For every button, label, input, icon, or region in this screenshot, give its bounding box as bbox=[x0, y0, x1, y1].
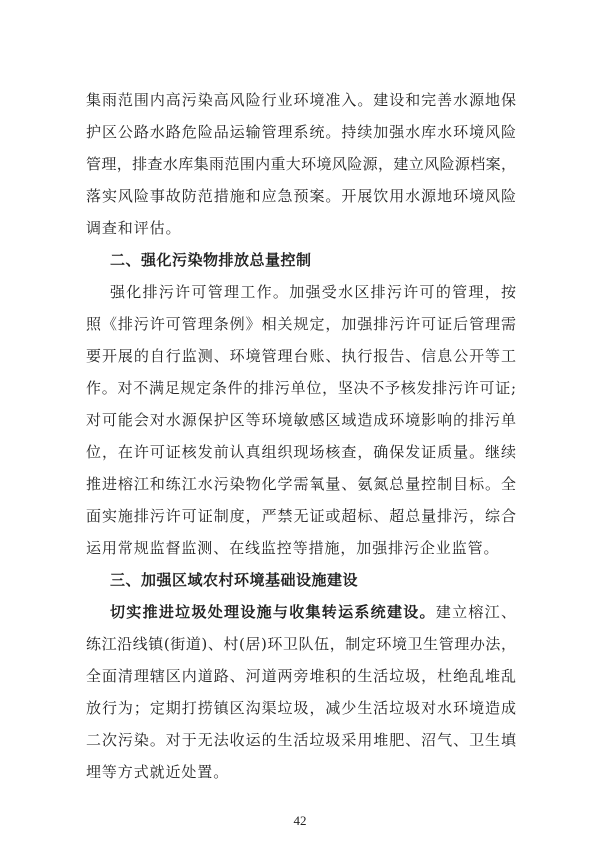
page-number: 42 bbox=[293, 813, 307, 828]
text-line: 强化排污许可管理工作。加强受水区排污许可的管理，按 bbox=[110, 283, 516, 301]
text-line: 二次污染。对于无法收运的生活垃圾采用堆肥、沼气、卫生填 bbox=[86, 731, 516, 749]
text-line: 照《排污许可管理条例》相关规定，加强排污许可证后管理需 bbox=[86, 315, 516, 333]
section-heading-3: 三、加强区域农村环境基础设施建设 bbox=[110, 571, 359, 589]
text-line: 调查和评估。 bbox=[86, 219, 182, 237]
text-line: 对可能会对水源保护区等环境敏感区域造成环境影响的排污单 bbox=[86, 411, 516, 429]
text-line: 全面清理辖区内道路、河道两旁堆积的生活垃圾，杜绝乱堆乱 bbox=[86, 667, 516, 685]
section-heading-2: 二、强化污染物排放总量控制 bbox=[110, 251, 312, 269]
text-line: 练江沿线镇(街道)、村(居)环卫队伍，制定环境卫生管理办法， bbox=[86, 635, 516, 653]
text-line: 作。对不满足规定条件的排污单位，坚决不予核发排污许可证; bbox=[86, 379, 516, 397]
text-line: 运用常规监督监测、在线监控等措施，加强排污企业监管。 bbox=[86, 539, 500, 557]
lead-rest: 建立榕江、 bbox=[435, 603, 516, 621]
text-line: 埋等方式就近处置。 bbox=[86, 763, 230, 781]
text-line bbox=[110, 601, 516, 623]
text-line: 集雨范围内高污染高风险行业环境准入。建设和完善水源地保 bbox=[86, 91, 516, 109]
text-line: 推进榕江和练江水污染物化学需氧量、氨氮总量控制目标。全 bbox=[86, 475, 516, 493]
text-line: 落实风险事故防范措施和应急预案。开展饮用水源地环境风险 bbox=[86, 187, 516, 205]
text-line: 管理，排查水库集雨范围内重大环境风险源，建立风险源档案， bbox=[86, 155, 516, 173]
text-line: 放行为；定期打捞镇区沟渠垃圾，减少生活垃圾对水环境造成 bbox=[86, 699, 516, 717]
text-line: 位，在许可证核发前认真组织现场核查，确保发证质量。继续 bbox=[86, 443, 516, 461]
text-line: 护区公路水路危险品运输管理系统。持续加强水库水环境风险 bbox=[86, 123, 516, 141]
text-line: 面实施排污许可证制度，严禁无证或超标、超总量排污，综合 bbox=[86, 507, 516, 525]
bold-lead-sentence: 切实推进垃圾处理设施与收集转运系统建设。 bbox=[110, 603, 436, 621]
text-line: 要开展的自行监测、环境管理台账、执行报告、信息公开等工 bbox=[86, 347, 516, 365]
